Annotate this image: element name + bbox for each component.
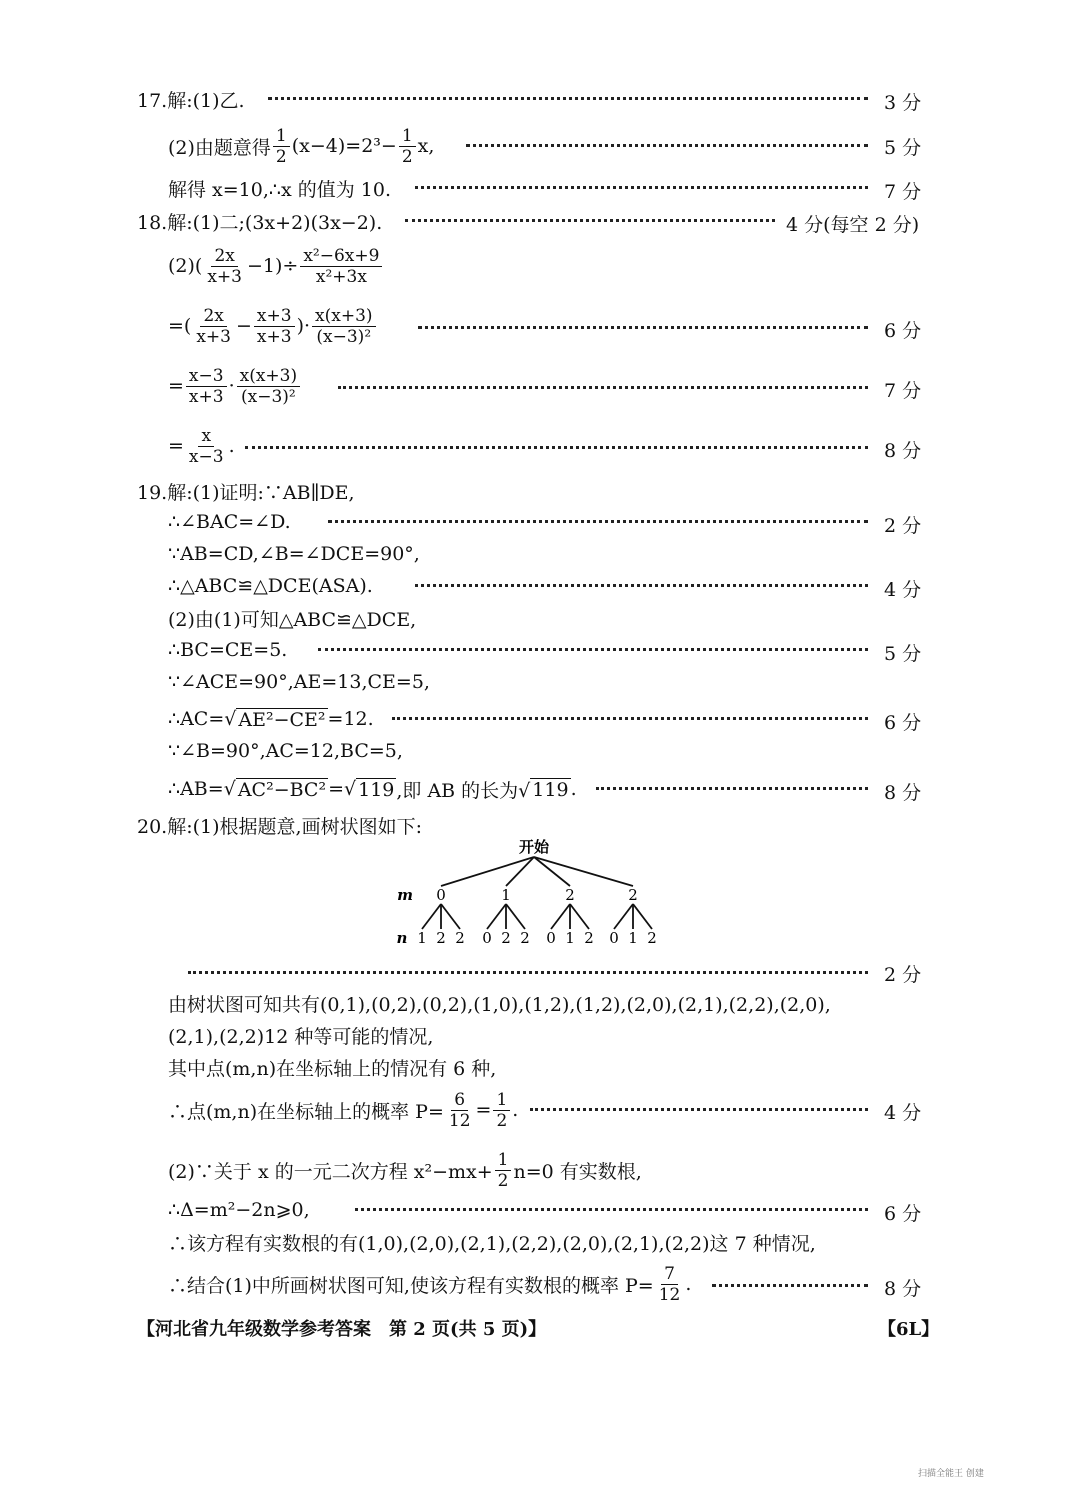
fraction: $\frac{x-3}{x+3}$ [186, 366, 227, 407]
q19-line9 [0, 734, 1080, 768]
dot-leader [415, 584, 868, 587]
q20-step: 其中点(m,n)在坐标轴上的情况有 6 种, [168, 1057, 497, 1080]
tree-branch [422, 904, 441, 929]
q19-step: ∴AB=√ AC²−BC² =√ 119 ,即 AB 的长为√ 119 . [168, 778, 577, 802]
fraction: $\frac{x}{x-3}$ [188, 425, 224, 467]
fraction: $\frac{1}{2}$ [493, 1090, 510, 1131]
score: 4 分 [884, 1102, 922, 1124]
q19-step: ∴△ABC≌△DCE(ASA). [168, 575, 373, 597]
tree-m-label: m [397, 886, 413, 904]
page-code: 【6L】 [878, 1319, 940, 1340]
q18-answer-1: 18.解:(1)二;(3x+2)(3x−2). [137, 211, 383, 234]
q19-step: ∵AB=CD,∠B=∠DCE=90°, [168, 543, 420, 565]
q17-answer-1: 17.解:(1)乙. [137, 89, 245, 112]
score: 8 分 [884, 782, 922, 804]
score: 7 分 [884, 181, 922, 203]
score: 4 分(每空 2 分) [786, 214, 920, 236]
fraction: $\frac{2x}{x+3}$ [207, 245, 242, 287]
score: 7 分 [884, 380, 922, 402]
tree-node-n: 1 [565, 929, 575, 947]
dot-leader [596, 787, 868, 790]
tree-n-label: n [396, 929, 408, 947]
tree-node-n: 0 [482, 929, 492, 947]
page-footer: 【河北省九年级数学参考答案 第 2 页(共 5 页)】 [137, 1319, 547, 1340]
q19-line7 [0, 665, 1080, 699]
dot-leader [418, 326, 868, 329]
tree-node-m: 2 [565, 886, 575, 904]
q20-step: ∴该方程有实数根的有(1,0),(2,0),(2,1),(2,2),(2,0),(2,1),(2,2)这 7 种情况, [168, 1232, 816, 1255]
tree-branch [441, 904, 460, 929]
tree-node-n: 2 [455, 929, 465, 947]
q20-step: ∴结合(1)中所画树状图可知,使该方程有实数根的概率 P= $\frac{7}{12}$ . [168, 1263, 692, 1305]
dot-leader [338, 386, 868, 389]
tree-node-m: 1 [501, 886, 511, 904]
tree-node-n: 0 [546, 929, 556, 947]
tree-node-n: 2 [584, 929, 594, 947]
tree-node-n: 1 [417, 929, 427, 947]
q20-line8 [0, 1225, 1080, 1259]
q18-line2 [0, 242, 1080, 290]
dot-leader [530, 1108, 868, 1111]
fraction: $\frac{x(x+3)}{\text{(x−3)²}}$ [312, 306, 376, 347]
tree-branch [487, 904, 506, 929]
q19-step: ∴BC=CE=5. [168, 639, 288, 661]
q19-step: ∴∠BAC=∠D. [168, 511, 291, 533]
score: 4 分 [884, 579, 922, 601]
score: 2 分 [884, 515, 922, 537]
q20-line2 [0, 986, 1080, 1020]
score: 8 分 [884, 440, 922, 462]
tree-node-n: 2 [520, 929, 530, 947]
q20-step: ∴点(m,n)在坐标轴上的概率 P= $\frac{6}{12}$ = $\frac{1}{2}$ . [168, 1089, 519, 1131]
dot-leader [392, 717, 868, 720]
fraction: $\frac{1}{2}$ [495, 1150, 512, 1191]
q20-step: (2,1),(2,2)12 种等可能的情况, [168, 1025, 434, 1048]
q19-step: (2)由(1)可知△ABC≌△DCE, [168, 608, 417, 631]
q19-line1 [0, 474, 1080, 508]
q17-solution: 解得 x=10,∴x 的值为 10. [168, 178, 391, 201]
q17-equation: (2)由题意得 $\frac{1}{2}$ (x−4)=2³− $\frac{1}{2}$ x, [168, 125, 435, 167]
q20-line3 [0, 1018, 1080, 1052]
q20-line4 [0, 1050, 1080, 1084]
q20-intro: 20.解:(1)根据题意,画树状图如下: [137, 815, 422, 838]
q19-line3 [0, 537, 1080, 571]
tree-branch [633, 904, 652, 929]
score: 6 分 [884, 712, 922, 734]
dot-leader [245, 446, 868, 449]
q19-line5 [0, 601, 1080, 635]
tree-branch [551, 904, 570, 929]
fraction: $\frac{7}{12}$ [658, 1263, 681, 1305]
fraction: $\frac{2x}{x+3}$ [196, 305, 231, 347]
tree-node-m: 2 [628, 886, 638, 904]
score: 8 分 [884, 1278, 922, 1300]
tree-node-n: 2 [501, 929, 511, 947]
dot-leader [712, 1284, 868, 1287]
dot-leader [328, 520, 868, 523]
q19-proof-start: 19.解:(1)证明:∵AB∥DE, [137, 481, 355, 504]
score: 6 分 [884, 320, 922, 342]
fraction: $\frac{x(x+3)}{\text{(x−3)²}}$ [237, 366, 301, 407]
score: 5 分 [884, 137, 922, 159]
tree-diagram [0, 836, 1080, 956]
fraction: $\frac{1}{2}$ [399, 126, 416, 167]
scanner-watermark: 扫描全能王 创建 [918, 1469, 984, 1479]
fraction: $\frac{1}{2}$ [273, 126, 290, 167]
tree-node-m: 0 [436, 886, 446, 904]
fraction: $\frac{x+3}{x+3}$ [254, 306, 295, 347]
q19-step: ∵∠B=90°,AC=12,BC=5, [168, 740, 403, 762]
tree-branch [506, 904, 525, 929]
dot-leader [405, 219, 775, 222]
q19-step: ∴AC=√ AE²−CE² =12. [168, 708, 374, 731]
tree-node-n: 2 [436, 929, 446, 947]
tree-node-n: 0 [609, 929, 619, 947]
tree-node-n: 1 [628, 929, 638, 947]
dot-leader [415, 186, 868, 189]
fraction: $\frac{\text{x²−6x+9}}{\text{x²+3x}}$ [300, 246, 382, 287]
score: 6 分 [884, 1203, 922, 1225]
q20-step: 由树状图可知共有(0,1),(0,2),(0,2),(1,0),(1,2),(1,2),(2,0),(2,1),(2,2),(2,0), [168, 993, 831, 1016]
dot-leader [318, 648, 868, 651]
q20-step: ∴Δ=m²−2n⩾0, [168, 1199, 310, 1221]
q18-step2-expr: = $\frac{x-3}{x+3}$ · $\frac{x(x+3)}{\text{(x−3)²}}$ [168, 366, 302, 407]
tree-branch [534, 857, 633, 886]
fraction: $\frac{6}{12}$ [448, 1089, 471, 1131]
dot-leader [466, 144, 868, 147]
q18-expression: (2)( $\frac{2x}{x+3}$ −1)÷ $\frac{\text{x²−6x+9}}{\text{x²+3x}}$ [168, 246, 384, 287]
q20-line6 [0, 1148, 1080, 1192]
dot-leader [188, 971, 868, 974]
score: 3 分 [884, 92, 922, 114]
tree-node-n: 2 [647, 929, 657, 947]
score: 5 分 [884, 643, 922, 665]
score: 2 分 [884, 964, 922, 986]
dot-leader [355, 1208, 868, 1211]
q18-step1-expr: =( $\frac{2x}{x+3}$ − $\frac{x+3}{x+3}$ )· $\frac{x(x+3)}{\text{(x−3)²}}$ [168, 306, 378, 347]
tree-branch [570, 904, 589, 929]
tree-branch [614, 904, 633, 929]
q19-step: ∵∠ACE=90°,AE=13,CE=5, [168, 671, 430, 693]
tree-root: 开始 [518, 838, 550, 856]
dot-leader [268, 97, 868, 100]
q18-step3-expr: = $\frac{x}{x-3}$ . [168, 425, 235, 467]
q20-step: (2)∵关于 x 的一元二次方程 x²−mx+ $\frac{1}{2}$ n=0 有实数根, [168, 1149, 642, 1191]
